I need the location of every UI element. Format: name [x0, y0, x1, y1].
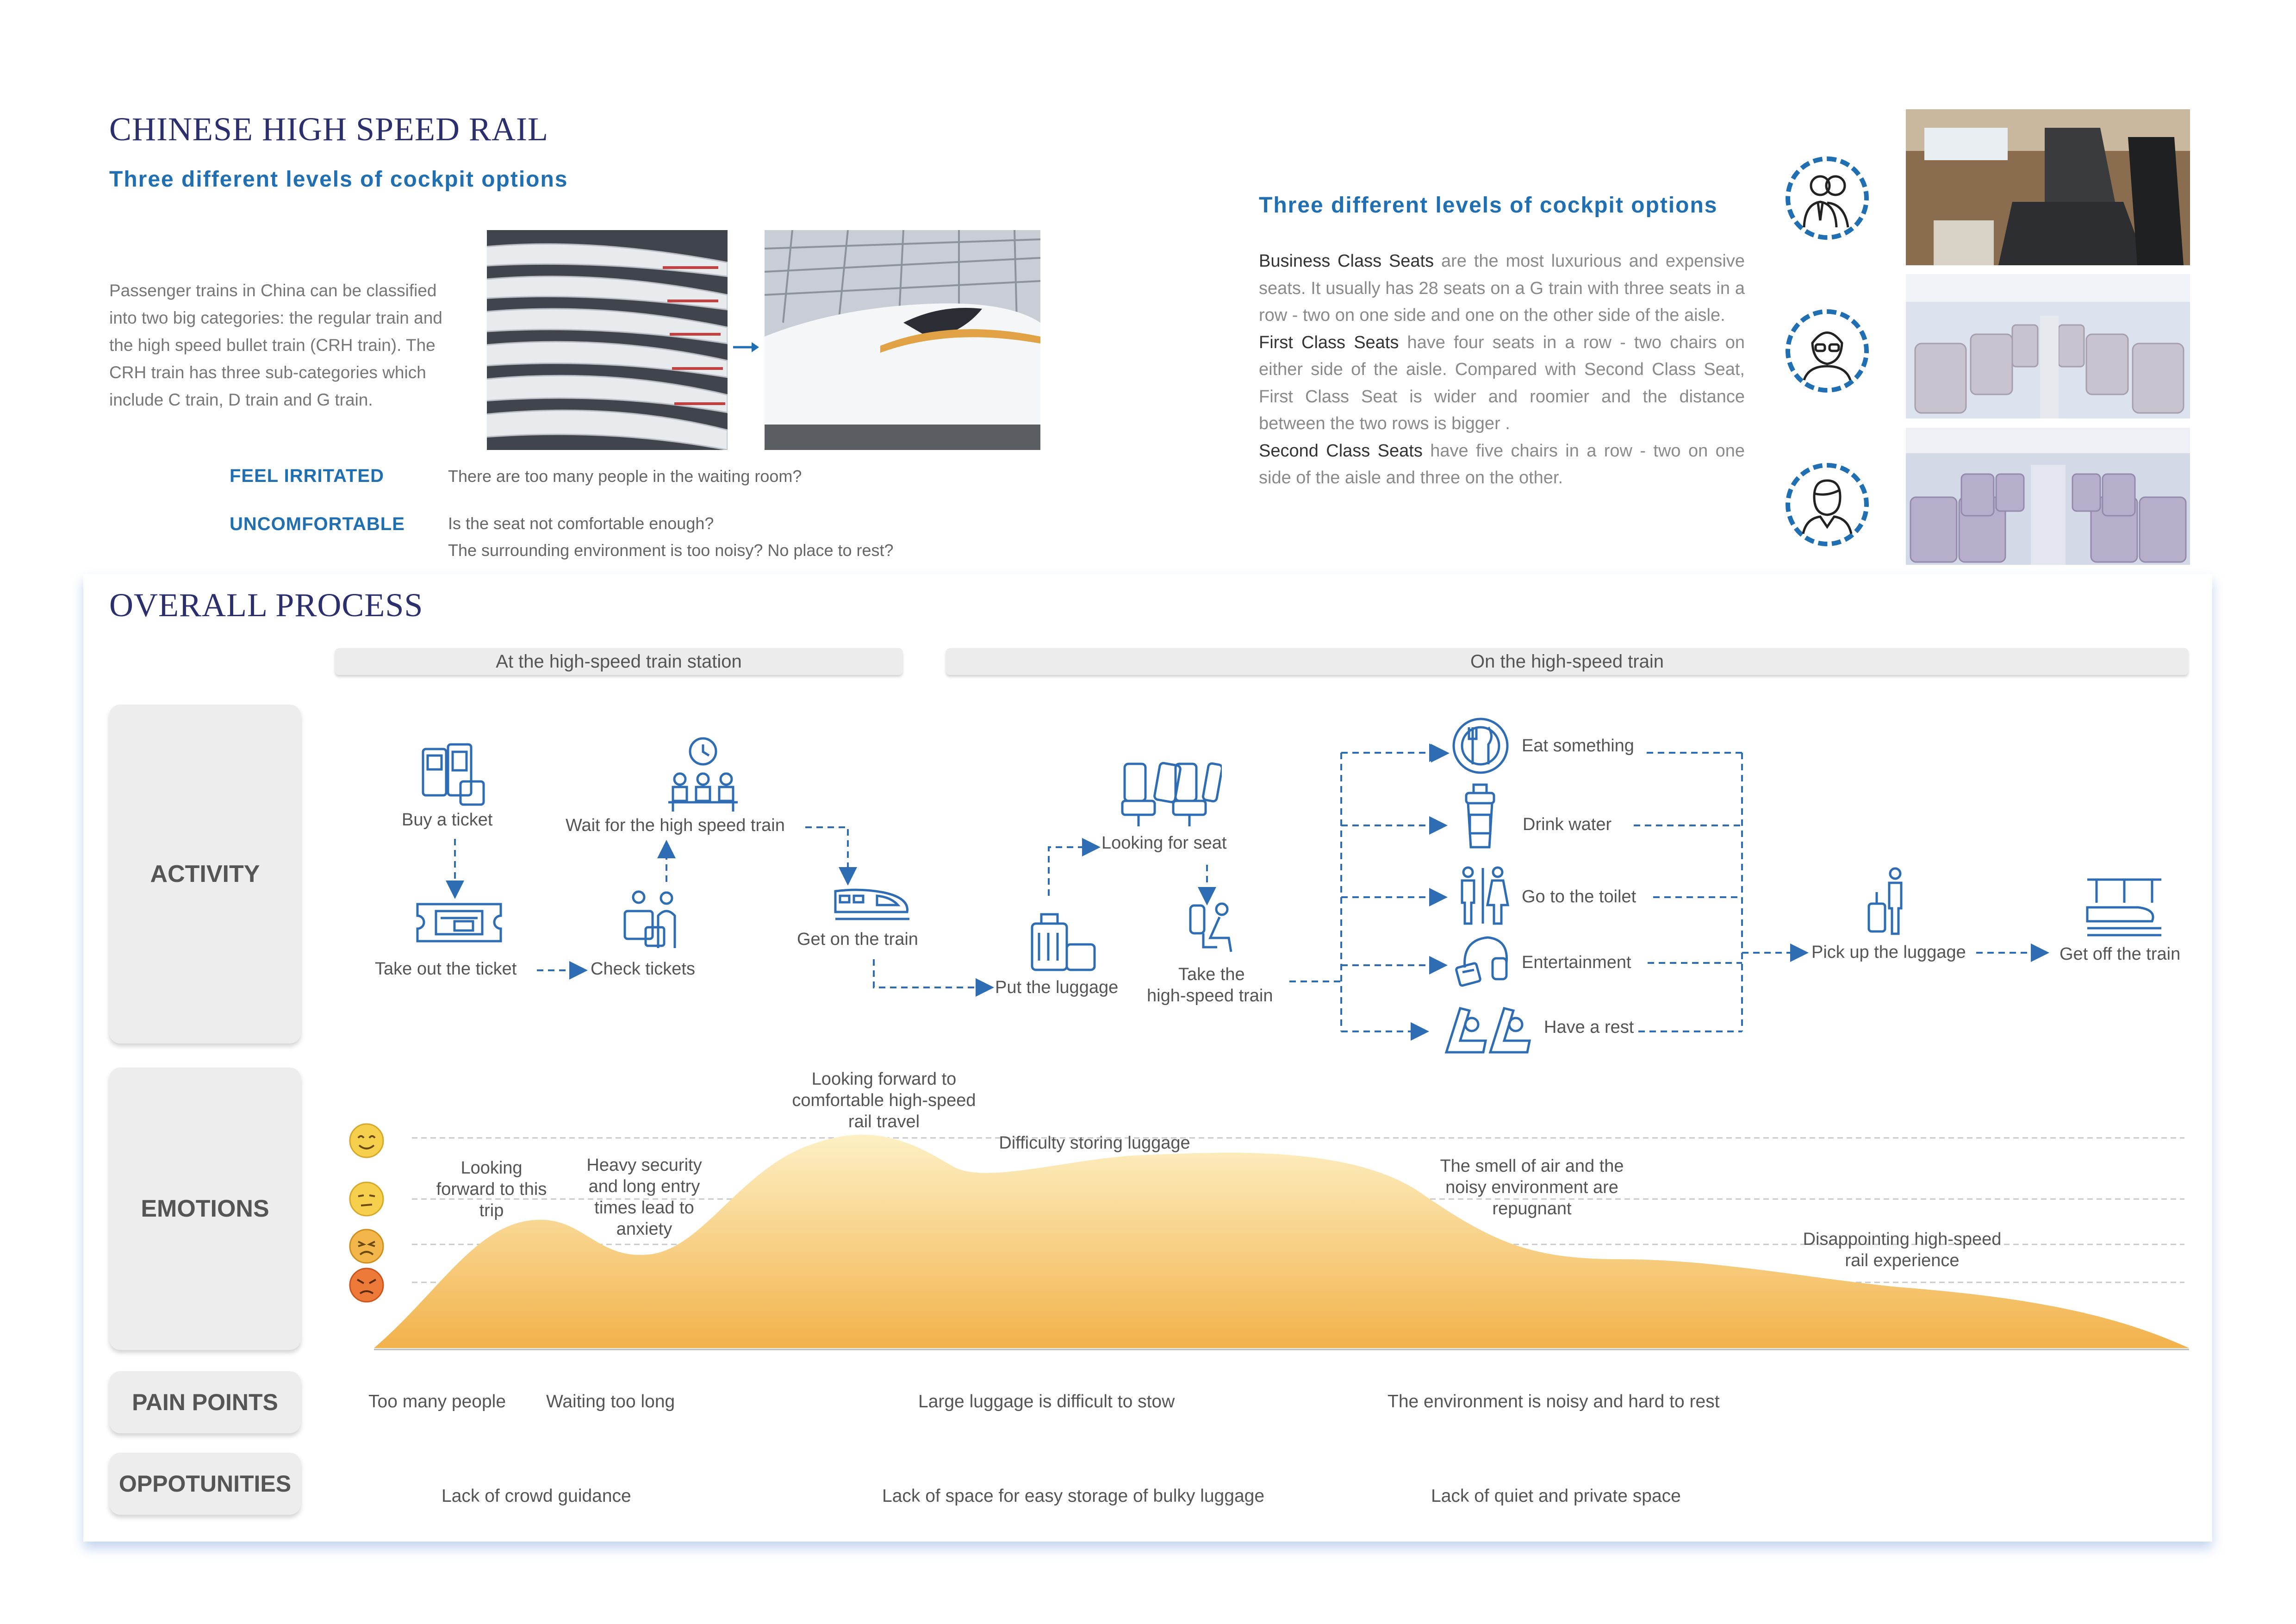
activity-get-on: Get on the train	[797, 930, 918, 949]
activity-put-luggage: Put the luggage	[995, 978, 1119, 997]
feel-irritated-text: There are too many people in the waiting room?	[448, 467, 802, 486]
emotion-line: noisy environment are	[1445, 1178, 1618, 1197]
second-class-text: have five chairs in a row - two on one side of the aisle and three on the other.	[1259, 441, 1745, 487]
intro-line: include C train, D train and G train.	[109, 390, 373, 409]
emotion-line: forward to this	[436, 1180, 547, 1199]
intro-line: the high speed bullet train (CRH train). The	[109, 336, 436, 355]
emotion-line: anxiety	[616, 1219, 672, 1239]
activity-check-tickets: Check tickets	[591, 959, 695, 979]
worried-face-icon	[348, 1228, 385, 1267]
emotion-line: comfortable high-speed	[792, 1091, 976, 1110]
emotion-line: The smell of air and the	[1440, 1156, 1624, 1176]
activity-buy-ticket: Buy a ticket	[402, 810, 493, 830]
business-class-key: Business Class Seats	[1259, 251, 1434, 271]
intro-line: CRH train has three sub-categories which	[109, 363, 426, 382]
emotion-label	[1416, 1156, 1648, 1219]
intro-line: Passenger trains in China can be classified	[109, 281, 437, 300]
emotion-line: and long entry	[588, 1177, 700, 1196]
emotion-label	[570, 1155, 718, 1240]
emotion-line: Heavy security	[586, 1156, 702, 1175]
activity-drink: Drink water	[1523, 815, 1612, 834]
page-title: CHINESE HIGH SPEED RAIL	[109, 111, 548, 148]
row-label-opportunities: OPPOTUNITIES	[109, 1453, 301, 1515]
activity-take-train-line2: high-speed train	[1147, 986, 1273, 1006]
pain-point: Too many people	[368, 1392, 506, 1412]
row-label-pain-points: PAIN POINTS	[109, 1371, 301, 1433]
angry-face-icon	[348, 1267, 385, 1306]
activity-take-out-ticket: Take out the ticket	[375, 959, 517, 979]
activity-take-train-line1: Take the	[1178, 965, 1245, 984]
pain-point: Waiting too long	[546, 1392, 675, 1412]
emotion-line: trip	[479, 1201, 504, 1220]
emotion-label	[422, 1157, 561, 1221]
opportunity: Lack of space for easy storage of bulky luggage	[882, 1486, 1265, 1506]
uncomfortable-label: UNCOMFORTABLE	[230, 514, 405, 534]
pain-point: The environment is noisy and hard to rest	[1388, 1392, 1720, 1412]
activity-wait: Wait for the high speed train	[566, 816, 785, 835]
happy-face-icon	[348, 1122, 385, 1162]
emotion-line: Disappointing high-speed	[1803, 1230, 2002, 1249]
activity-rest: Have a rest	[1544, 1018, 1634, 1037]
emotion-line: Looking	[460, 1158, 523, 1178]
first-class-text: have four seats in a row - two chairs on either side of the aisle. Compared with Second Class Seat, First Class Seat is wider and roomier and the distance between the two rows is bigger .	[1259, 332, 1745, 433]
stage-train-bar: On the high-speed train	[946, 648, 2188, 675]
opportunity: Lack of crowd guidance	[442, 1486, 631, 1506]
emotion-line: repugnant	[1492, 1199, 1572, 1218]
uncomfortable-line: The surrounding environment is too noisy? No place to rest?	[448, 541, 894, 560]
activity-pick-luggage: Pick up the luggage	[1811, 943, 1966, 962]
activity-looking-seat: Looking for seat	[1101, 833, 1227, 853]
feel-irritated-label: FEEL IRRITATED	[230, 466, 384, 486]
row-label-emotions: EMOTIONS	[109, 1068, 301, 1350]
emotion-line: Looking forward to	[811, 1069, 957, 1089]
subtitle-left: Three different levels of cockpit options	[109, 167, 568, 192]
emotion-label	[972, 1132, 1217, 1154]
business-class-text: are the most luxurious and expensive seats. It usually has 28 seats on a G train with three seats in a row - two on one side and one on the other side of the aisle.	[1259, 251, 1745, 325]
activity-get-off: Get off the train	[2060, 944, 2181, 964]
neutral-face-icon	[348, 1181, 385, 1220]
process-title: OVERALL PROCESS	[109, 587, 423, 624]
emotion-line: times lead to	[594, 1198, 694, 1218]
activity-entertainment: Entertainment	[1522, 953, 1631, 972]
uncomfortable-line: Is the seat not comfortable enough?	[448, 514, 714, 533]
subtitle-right: Three different levels of cockpit options	[1259, 193, 1718, 218]
emotion-label	[768, 1068, 1000, 1132]
emotion-line: Difficulty storing luggage	[999, 1133, 1190, 1153]
emotion-label	[1786, 1229, 2018, 1271]
emotion-line: rail travel	[848, 1112, 920, 1131]
emotion-line: rail experience	[1845, 1251, 1960, 1270]
activity-toilet: Go to the toilet	[1522, 887, 1636, 906]
pain-point: Large luggage is difficult to stow	[918, 1392, 1175, 1412]
intro-line: into two big categories: the regular train and	[109, 308, 442, 327]
row-label-activity: ACTIVITY	[109, 705, 301, 1043]
stage-station-bar: At the high-speed train station	[335, 648, 902, 675]
first-class-key: First Class Seats	[1259, 332, 1399, 352]
activity-eat: Eat something	[1522, 736, 1634, 756]
opportunity: Lack of quiet and private space	[1431, 1486, 1681, 1506]
second-class-key: Second Class Seats	[1259, 441, 1423, 461]
